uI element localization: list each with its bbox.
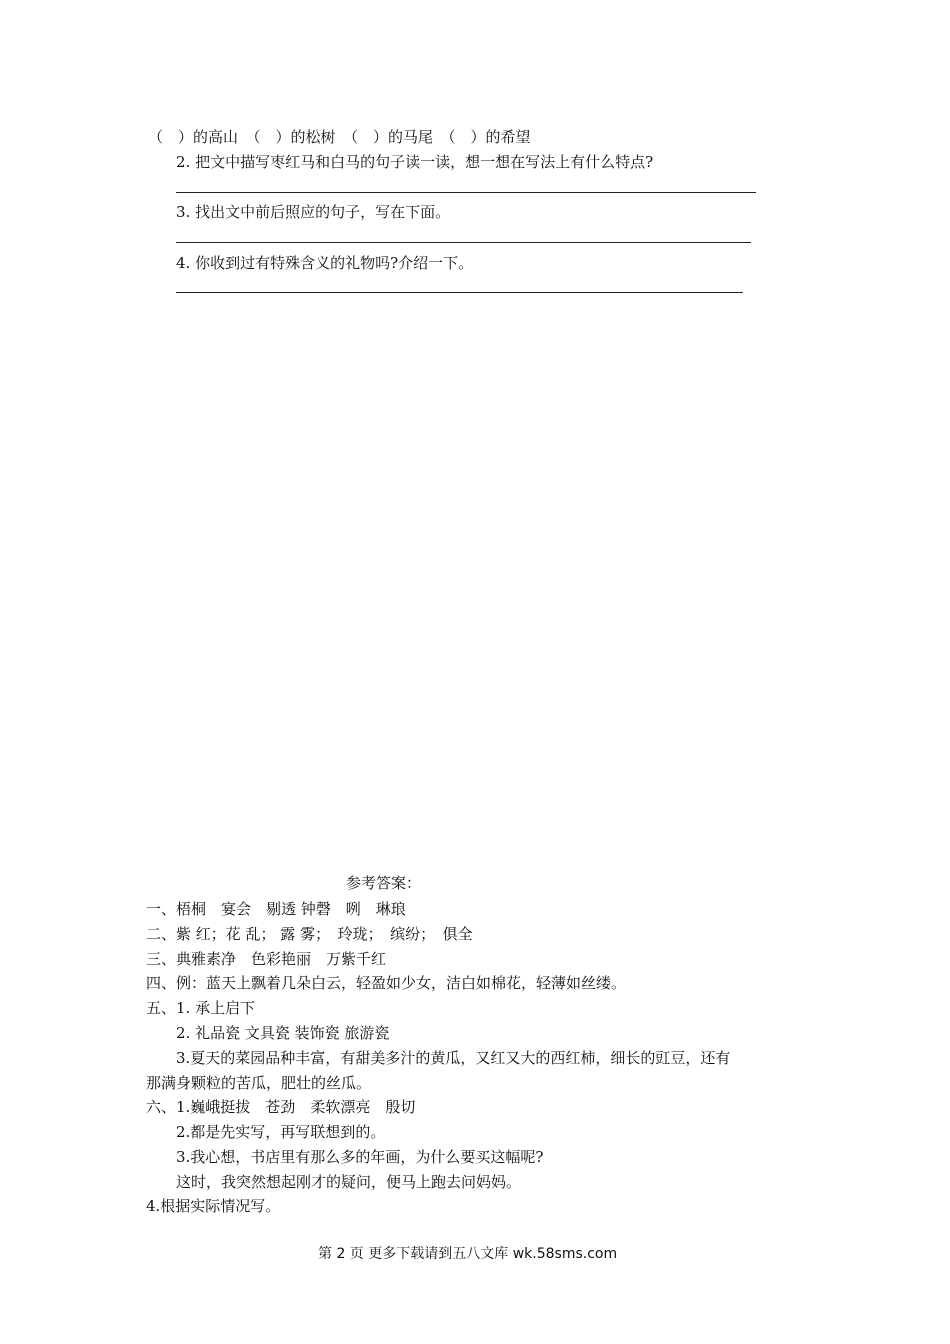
answer-4: 四、例：蓝天上飘着几朵白云，轻盈如少女，洁白如棉花，轻薄如丝缕。: [146, 974, 627, 992]
answer-5-1: 五、1. 承上启下: [146, 999, 256, 1017]
answer-line-2[interactable]: [176, 192, 756, 193]
answer-6-4: 4.根据实际情况写。: [146, 1197, 281, 1215]
answer-line-3[interactable]: [176, 242, 751, 243]
answer-line-4[interactable]: [176, 292, 743, 293]
answer-6-3b: 这时，我突然想起刚才的疑问，便马上跑去问妈妈。: [176, 1173, 522, 1191]
answer-6-3a: 3.我心想，书店里有那么多的年画，为什么要买这幅呢?: [176, 1148, 544, 1166]
blanks-line: （ ）的高山 （ ）的松树 （ ）的马尾 （ ）的希望: [148, 128, 531, 146]
question-4: 4. 你收到过有特殊含义的礼物吗?介绍一下。: [176, 254, 474, 272]
answer-5-3a: 3.夏天的菜园品种丰富，有甜美多汁的黄瓜，又红又大的西红柿，细长的豇豆，还有: [176, 1049, 731, 1067]
answers-title: 参考答案：: [346, 874, 422, 892]
answer-3: 三、典雅素净 色彩艳丽 万紫千红: [146, 950, 387, 968]
question-3: 3. 找出文中前后照应的句子，写在下面。: [176, 203, 451, 221]
answer-5-3b: 那满身颗粒的苦瓜，肥壮的丝瓜。: [146, 1074, 372, 1092]
answer-2: 二、紫 红；花 乱； 露 雾； 玲珑； 缤纷； 俱全: [146, 925, 473, 943]
answer-5-2: 2. 礼品瓷 文具瓷 装饰瓷 旅游瓷: [176, 1024, 390, 1042]
answer-6-2: 2.都是先实写，再写联想到的。: [176, 1123, 386, 1141]
question-2: 2. 把文中描写枣红马和白马的句子读一读，想一想在写法上有什么特点?: [176, 153, 654, 171]
answer-6-1: 六、1.巍峨挺拔 苍劲 柔软漂亮 殷切: [146, 1098, 416, 1116]
answer-1: 一、梧桐 宴会 剔透 钟磬 咧 琳琅: [146, 900, 406, 918]
page-footer: 第 2 页 更多下载请到五八文库 wk.58sms.com: [318, 1246, 618, 1262]
